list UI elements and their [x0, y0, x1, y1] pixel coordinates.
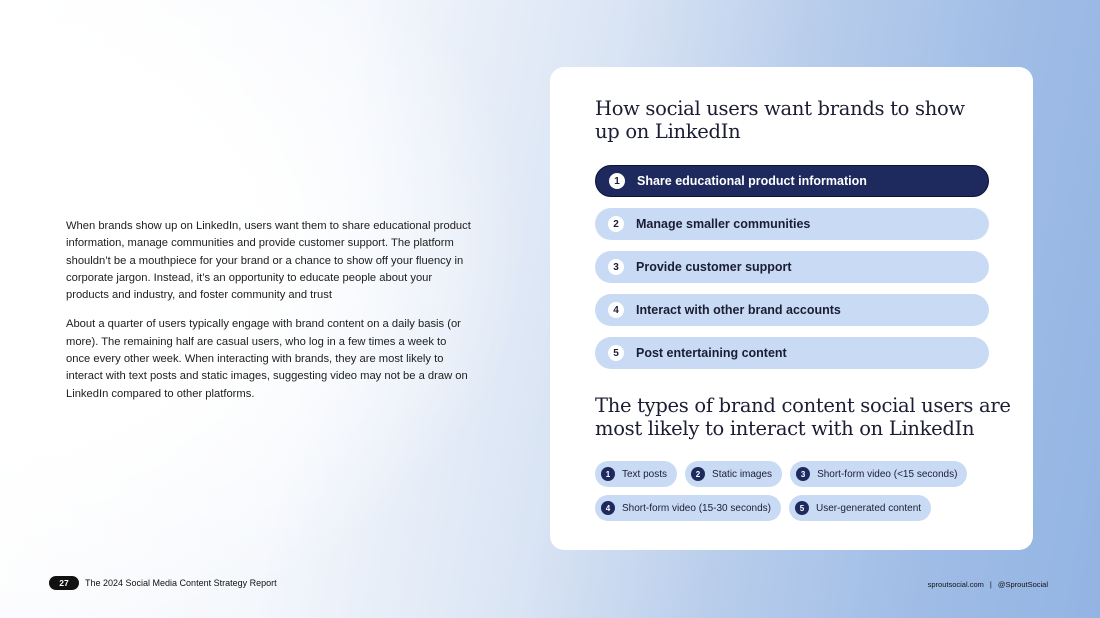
- chip-label: Static images: [712, 468, 773, 480]
- social-handle-link[interactable]: @SproutSocial: [997, 580, 1048, 589]
- content-chip-2: [685, 461, 782, 487]
- chip-label: Short-form video (<15 seconds): [817, 468, 958, 480]
- rank-number: 5: [608, 345, 624, 361]
- report-title: The 2024 Social Media Content Strategy Report: [85, 578, 277, 588]
- rank-item-1: [595, 165, 989, 197]
- rank-item-5: [595, 337, 989, 369]
- chip-row: [595, 495, 1015, 521]
- rank-label: Provide customer support: [636, 260, 792, 274]
- content-chip-1: [595, 461, 677, 487]
- chip-number: 4: [601, 501, 615, 515]
- chip-label: Short-form video (15-30 seconds): [622, 502, 771, 514]
- footer-separator: |: [989, 580, 992, 589]
- rank-number: 3: [608, 259, 624, 275]
- rank-label: Post entertaining content: [636, 346, 787, 360]
- footer-right: [928, 580, 1048, 589]
- content-type-chips: [595, 461, 1015, 529]
- linkedin-insights-card: [550, 67, 1033, 550]
- chip-number: 1: [601, 467, 615, 481]
- rank-item-3: [595, 251, 989, 283]
- rank-label: Manage smaller communities: [636, 217, 811, 231]
- chip-label: Text posts: [622, 468, 668, 480]
- page-number-badge: 27: [49, 576, 79, 590]
- rank-number: 4: [608, 302, 624, 318]
- rank-item-4: [595, 294, 989, 326]
- card-heading-top: How social users want brands to show up on LinkedIn: [595, 97, 965, 143]
- rank-label: Interact with other brand accounts: [636, 303, 841, 317]
- content-chip-3: [790, 461, 967, 487]
- brand-priorities-list: [595, 165, 989, 380]
- chip-row: [595, 461, 1015, 487]
- body-copy: [66, 218, 471, 403]
- footer-left: [49, 576, 277, 590]
- rank-number: 2: [608, 216, 624, 232]
- rank-number: 1: [609, 173, 625, 189]
- content-chip-5: [789, 495, 931, 521]
- chip-number: 3: [796, 467, 810, 481]
- rank-label: Share educational product information: [637, 174, 867, 188]
- body-paragraph-2: About a quarter of users typically engage with brand content on a daily basis (or more). The remaining half are casual users, who log in a few times a week to once every other week. When interacting with brands, they are most likely to interact with text posts and static images, suggesting video may not be a draw on LinkedIn compared to other platforms.: [66, 318, 468, 400]
- chip-number: 2: [691, 467, 705, 481]
- card-heading-bottom: The types of brand content social users are most likely to interact with on LinkedIn: [595, 394, 1011, 440]
- rank-item-2: [595, 208, 989, 240]
- site-link[interactable]: sproutsocial.com: [927, 580, 984, 589]
- body-paragraph-1: When brands show up on LinkedIn, users want them to share educational product information, manage communities and provide customer support. The platform shouldn’t be a mouthpiece for your brand or a chance to show off your fluency in corporate jargon. Instead, it’s an opportunity to educate people about your products and industry, and foster community and trust: [66, 220, 471, 302]
- content-chip-4: [595, 495, 781, 521]
- chip-number: 5: [795, 501, 809, 515]
- chip-label: User-generated content: [815, 502, 922, 514]
